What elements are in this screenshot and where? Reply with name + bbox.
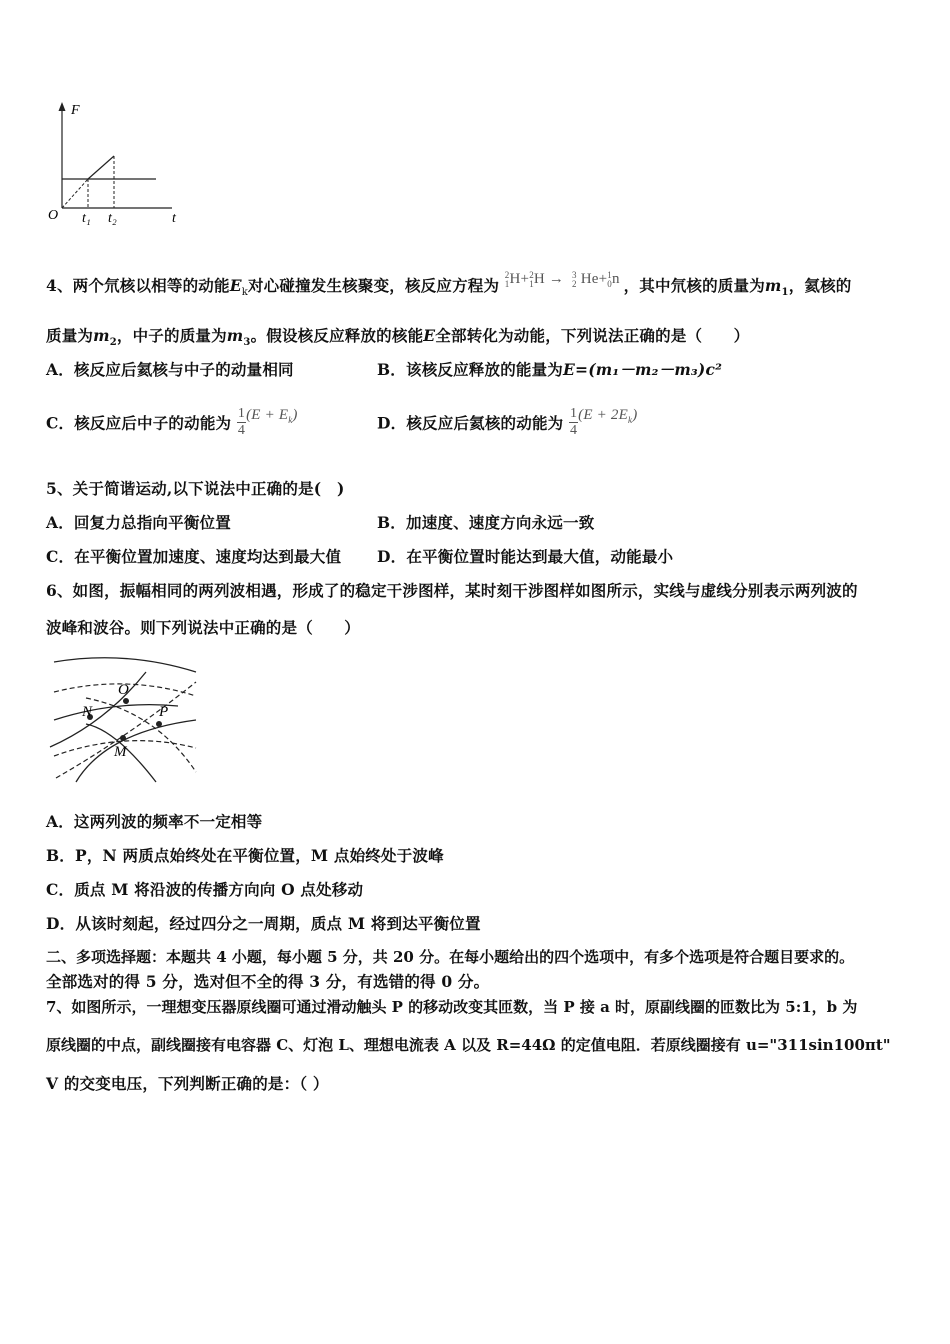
q5-option-b: B．加速度、速度方向永远一致 <box>377 513 595 532</box>
eq-neutron-mass: 1 <box>607 269 612 280</box>
label-m: M <box>114 744 127 760</box>
force-time-graph <box>44 98 194 228</box>
q4-m1-subscript: 1 <box>781 287 789 299</box>
crest-line-1 <box>54 658 196 672</box>
q6-stem-line-1: 6、如图，振幅相同的两列波相遇，形成了的稳定干涉图样，某时刻干涉图样如图所示，实线与虚线分别表示两列波的 <box>46 581 858 600</box>
q4-c-close: ) <box>292 406 298 423</box>
q4-option-c-fraction <box>237 406 246 439</box>
q4-d-expr-text: (E + 2E <box>578 406 628 423</box>
eq-helium-charge: 2 <box>572 278 577 289</box>
axis-label-t: t <box>172 211 176 226</box>
eq-deuteron-a: H+ <box>509 271 530 287</box>
eq-deuteron-b-charge: 1 <box>529 278 534 289</box>
q4-ek-subscript: k <box>241 287 248 299</box>
t1-label: t₁ <box>82 211 91 226</box>
label-o: O <box>118 682 129 698</box>
q4-option-a: A．核反应后氦核与中子的动量相同 <box>46 360 294 379</box>
q4-line2-part-d: 全部转化为动能，下列说法正确的是（ ） <box>435 326 750 345</box>
q4-stem-part-c: ，其中氘核的质量为 <box>623 276 765 295</box>
q6-option-a: A．这两列波的频率不一定相等 <box>46 812 263 831</box>
q4-stem-part-a: 4、两个氘核以相等的动能 <box>46 276 230 295</box>
q4-c-numerator: 1 <box>237 406 246 421</box>
q4-m2-symbol: m <box>93 326 110 345</box>
crest-line-3 <box>76 720 196 782</box>
point-p <box>156 721 162 727</box>
q5-option-c: C．在平衡位置加速度、速度均达到最大值 <box>46 547 342 566</box>
q4-ek-symbol: E <box>229 276 242 295</box>
q4-e-symbol: E <box>423 326 436 345</box>
q5-stem: 5、关于简谐运动,以下说法中正确的是( ) <box>46 479 345 498</box>
q7-stem-line-2: 原线圈的中点，副线圈接有电容器 C、灯泡 L、理想电流表 A 以及 R=44Ω 的定值电阻．若原线圈接有 u="311sin100πt" <box>46 1036 891 1054</box>
origin-label: O <box>48 208 59 223</box>
eq-deuteron-a-mass: 2 <box>504 269 510 280</box>
eq-deuteron-b-arrow: H → <box>533 271 565 287</box>
q4-option-c <box>46 406 298 439</box>
point-o <box>123 698 129 704</box>
q4-m2-subscript: 2 <box>109 337 117 349</box>
q4-d-numerator: 1 <box>569 406 578 421</box>
eq-deuteron-a-charge: 1 <box>504 278 510 289</box>
nuclear-equation <box>505 271 624 287</box>
q4-line2-part-c: 。假设核反应释放的核能 <box>250 326 424 345</box>
q4-line2-part-a: 质量为 <box>46 326 94 345</box>
t2-label: t₂ <box>108 211 117 226</box>
q4-option-d <box>377 406 637 439</box>
ramp-solid-segment <box>88 156 114 179</box>
q4-d-expression <box>578 407 637 423</box>
q5-option-d: D．在平衡位置时能达到最大值，动能最小 <box>377 547 674 566</box>
eq-deuteron-b-mass: 2 <box>529 269 534 280</box>
y-axis-arrow <box>59 102 66 111</box>
q7-stem-line-1: 7、如图所示，一理想变压器原线圈可通过滑动触头 P 的移动改变其匝数，当 P 接 a 时，原副线圈的匝数比为 5:1，b 为 <box>46 998 858 1016</box>
q4-c-denominator: 4 <box>237 423 246 438</box>
interference-pattern-figure <box>46 652 198 784</box>
label-p: P <box>159 704 169 720</box>
q4-option-c-text: C．核反应后中子的动能为 <box>46 413 232 433</box>
q4-line2-part-b: ，中子的质量为 <box>116 326 227 345</box>
q4-m3-subscript: 3 <box>243 337 251 349</box>
q4-d-close: ) <box>632 406 638 423</box>
q6-option-d: D．从该时刻起，经过四分之一周期，质点 M 将到达平衡位置 <box>46 914 481 933</box>
q4-d-denominator: 4 <box>569 423 578 438</box>
eq-neutron-charge: 0 <box>607 278 612 289</box>
point-m <box>120 735 126 741</box>
trough-line-3 <box>86 698 196 772</box>
q6-option-c: C．质点 M 将沿波的传播方向向 O 点处移动 <box>46 880 364 899</box>
q4-option-d-text: D．核反应后氦核的动能为 <box>377 413 564 433</box>
q6-option-b: B．P，N 两质点始终处在平衡位置，M 点始终处于波峰 <box>46 846 444 865</box>
section2-instructions-line-1: 二、多项选择题：本题共 4 小题，每小题 5 分，共 20 分。在每小题给出的四个选项中，有多个选项是符合题目要求的。 <box>46 948 855 966</box>
q4-stem-part-d: ，氦核的 <box>788 276 852 295</box>
axis-label-f: F <box>71 103 80 118</box>
q4-option-d-fraction <box>569 406 578 439</box>
q4-c-expression <box>246 407 298 423</box>
eq-neutron: n <box>611 271 620 287</box>
q4-stem-part-b: 对心碰撞发生核聚变，核反应方程为 <box>247 276 500 295</box>
q4-line-1 <box>46 269 852 299</box>
q4-m1-symbol: m <box>764 276 782 295</box>
eq-helium-mass: 3 <box>572 269 577 280</box>
q4-m3-symbol: m <box>226 326 244 345</box>
q4-line-2 <box>46 324 749 348</box>
ramp-dashed-segment <box>62 179 88 208</box>
q4-c-expr-text: (E + E <box>246 406 289 423</box>
eq-helium: He+ <box>580 271 608 287</box>
q4-option-b <box>377 358 722 380</box>
q4-option-b-formula: E=(m₁－m₂－m₃)c² <box>563 360 723 379</box>
q7-stem-line-3: V 的交变电压，下列判断正确的是：（ ） <box>46 1074 329 1093</box>
label-n: N <box>82 704 93 720</box>
q6-stem-line-2: 波峰和波谷。则下列说法中正确的是（ ） <box>46 618 361 637</box>
section2-instructions-line-2: 全部选对的得 5 分，选对但不全的得 3 分，有选错的得 0 分。 <box>46 972 490 991</box>
q5-option-a: A．回复力总指向平衡位置 <box>46 513 231 532</box>
q4-d-sub: k <box>628 414 633 425</box>
q4-c-sub: k <box>288 414 293 425</box>
q4-option-b-text: B．该核反应释放的能量为 <box>377 360 564 379</box>
